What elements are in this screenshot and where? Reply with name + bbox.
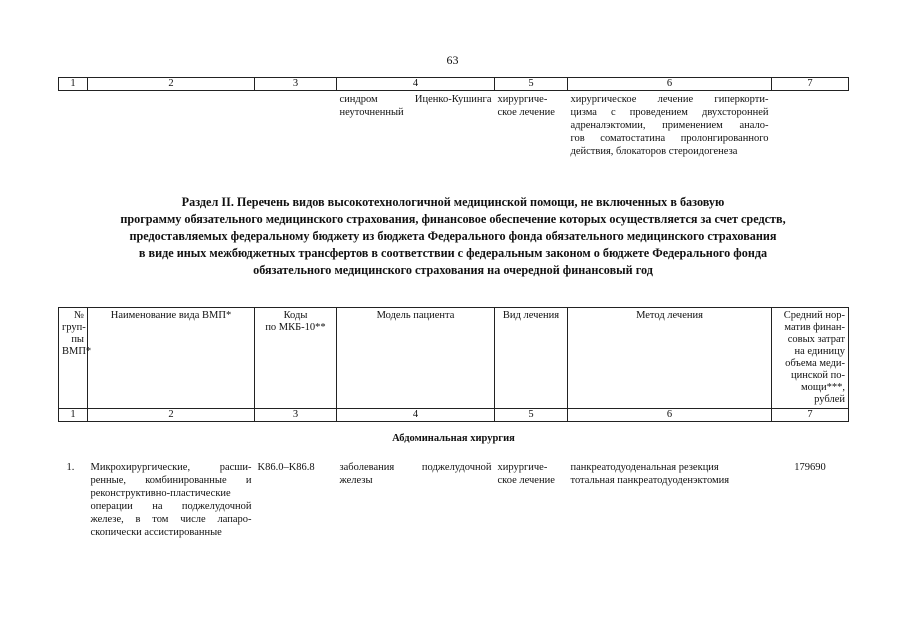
section-label: Абдоминальная хирургия [392,433,515,444]
method-header: Метод лечения [568,308,772,409]
continuation-table [58,77,849,158]
method-line: действия, блокаторов стероидогенеза [570,146,738,157]
treatment-type-line: хирургиче- [497,94,548,105]
icd-codes-cell: K86.0–K86.8 [257,462,315,473]
vmp-table [58,307,849,539]
table-row [59,91,849,159]
section-heading [58,194,848,279]
column-number: 4 [337,409,495,422]
method-line: адреналэктомии, применением анало- [570,120,769,131]
section-heading-line: обязательного медицинского страхования на очередной финансовый год [253,263,653,277]
column-number: 6 [568,409,772,422]
section-heading-line: предоставляемых федеральному бюджету из бюджета Федерального фонда обязательного медицинского страхования [129,229,777,243]
column-number: 6 [568,78,772,91]
column-number: 4 [337,78,495,91]
column-number: 3 [255,409,337,422]
column-number: 7 [772,78,849,91]
method-line: хирургическое лечение гиперкорти- [570,94,769,105]
patient-model-line: неуточненный [339,107,404,118]
section-heading-line: Раздел II. Перечень видов высокотехнологичной медицинской помощи, не включенных в базовую [181,195,725,209]
column-number: 1 [59,409,88,422]
vmp-name-cell: Микрохирургические, расши- ренные, комбинированные и реконструктивно-пластические операции на поджелудочной железе, в том числе лапаро- скопически ассистированные [90,462,252,538]
treatment-type-cell: хирургиче- ское лечение [497,462,555,486]
icd-codes-header: Коды по МКБ-10** [255,308,337,409]
row-number: 1. [66,462,75,473]
table-row [59,461,849,539]
vmp-name-header: Наименование вида ВМП* [88,308,255,409]
cost-cell: 179690 [794,462,826,473]
section-heading-line: программу обязательного медицинского страхования, финансовое обеспечение которых осуществляется за счет средств, [120,212,786,226]
page-number: 63 [446,53,459,67]
patient-model-line: синдром Иценко-Кушинга [339,94,492,105]
group-number-header: № груп- пы ВМП* [59,308,88,409]
column-number: 3 [255,78,337,91]
method-line: гов соматостатина пролонгированного [570,133,769,144]
method-cell [568,91,772,159]
section-label-row [59,422,849,462]
patient-model-cell: заболевания поджелудочной железы [339,462,492,486]
patient-model-header: Модель пациента [337,308,495,409]
method-line: цизма с проведением двухсторонней [570,107,769,118]
method-cell: панкреатодуоденальная резекция тотальная панкреатодуоденэктомия [570,462,730,486]
column-number: 5 [495,409,568,422]
column-number: 2 [88,78,255,91]
column-number-row [59,409,849,422]
column-number-row [59,78,849,91]
column-number: 7 [772,409,849,422]
column-number: 1 [59,78,88,91]
treatment-type-line: ское лечение [497,107,555,118]
treatment-type-cell [495,91,568,159]
column-number: 5 [495,78,568,91]
cost-header: Средний нор- матив финан- совых затрат на единицу объема меди- цинской по- мощи***, рублей [772,308,849,409]
treatment-type-header: Вид лечения [495,308,568,409]
column-number: 2 [88,409,255,422]
patient-model-cell [337,91,495,159]
header-row [59,308,849,409]
section-heading-line: в виде иных межбюджетных трансфертов в соответствии с федеральным законом о бюджете Федерального фонда [138,246,768,260]
